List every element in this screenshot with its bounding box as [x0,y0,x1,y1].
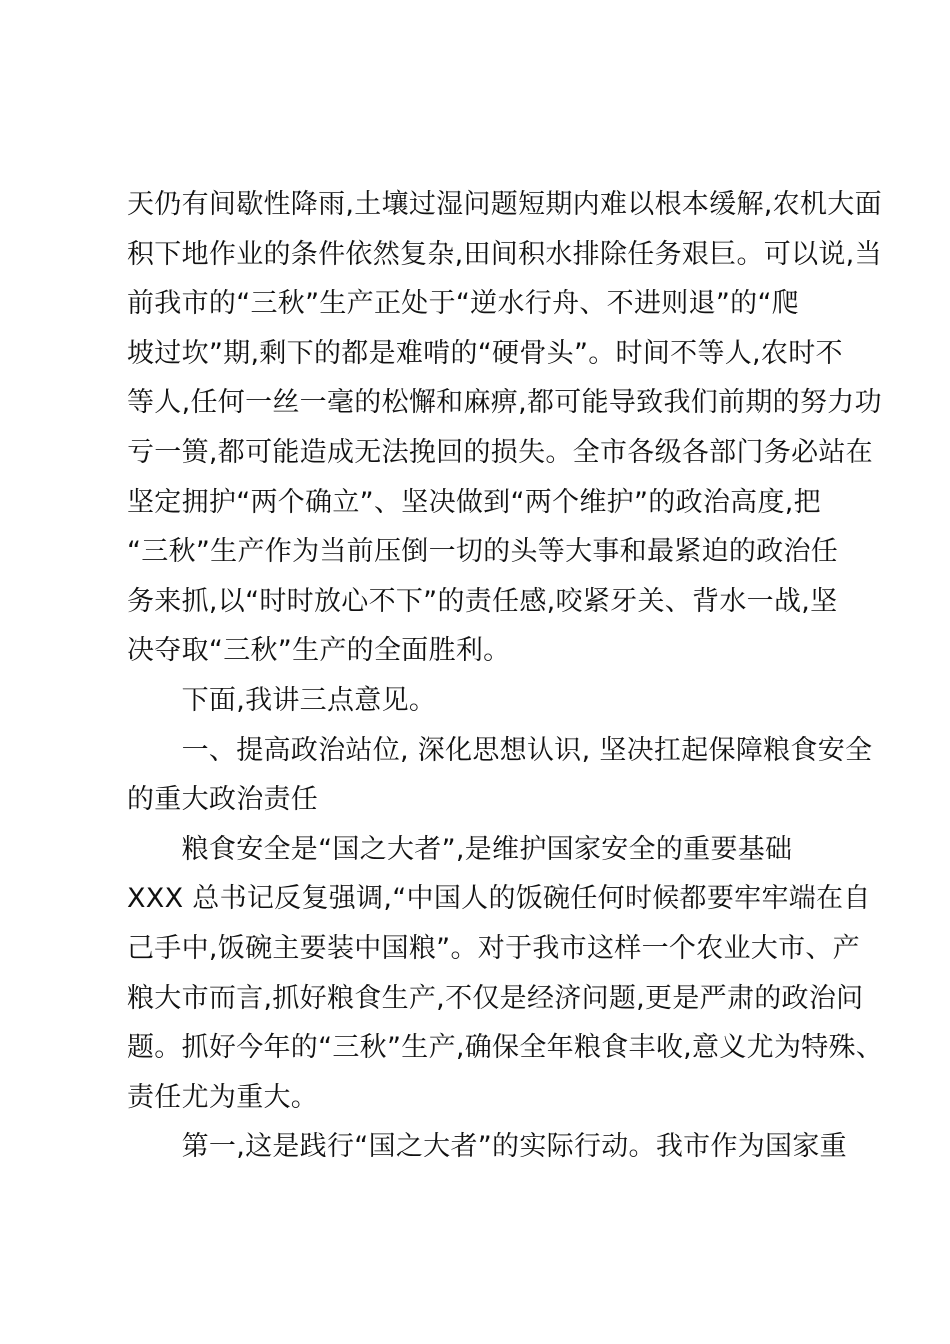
text-line: “三秋”生产作为当前压倒一切的头等大事和最紧迫的政治任 [127,536,839,568]
text-line: 亏一篑,都可能造成无法挽回的损失。全市各级各部门务必站在 [127,436,873,468]
text-line: 天仍有间歇性降雨,土壤过湿问题短期内难以根本缓解,农机大面 [127,189,882,220]
text-line: 决夺取“三秋”生产的全面胜利。 [127,635,511,667]
text-line: 粮食安全是“国之大者”,是维护国家安全的重要基础 [127,833,793,865]
text-line: 第一,这是践行“国之大者”的实际行动。我市作为国家重 [127,1131,847,1163]
text-line: XXX 总书记反复强调,“中国人的饭碗任何时候都要牢牢端在自 [127,883,871,915]
text-line: 积下地作业的条件依然复杂,田间积水排除任务艰巨。可以说,当 [127,238,882,270]
text-line: 务来抓,以“时时放心不下”的责任感,咬紧牙关、背水一战,坚 [127,585,838,617]
section-heading-cont: 的重大政治责任 [127,784,319,816]
text-line: 题。抓好今年的“三秋”生产,确保全年粮食丰收,意义尤为特殊、 [127,1032,884,1064]
paragraph-intro: 下面,我讲三点意见。 [127,684,437,716]
text-line: 坚定拥护“两个确立”、坚决做到“两个维护”的政治高度,把 [127,486,821,518]
text-line: 前我市的“三秋”生产正处于“逆水行舟、不进则退”的“爬 [127,288,800,320]
text-line: 坡过坎”期,剩下的都是难啃的“硬骨头”。时间不等人,农时不 [127,337,843,369]
body-text [127,180,884,1172]
text-line: 等人,任何一丝一毫的松懈和麻痹,都可能导致我们前期的努力功 [127,387,882,419]
section-heading: 一、提高政治站位, 深化思想认识, 坚决扛起保障粮食安全 [127,734,873,766]
text-line: 己手中,饭碗主要装中国粮”。对于我市这样一个农业大市、产 [127,932,860,964]
text-line: 责任尤为重大。 [127,1081,319,1113]
text-line: 粮大市而言,抓好粮食生产,不仅是经济问题,更是严肃的政治问 [127,982,864,1014]
